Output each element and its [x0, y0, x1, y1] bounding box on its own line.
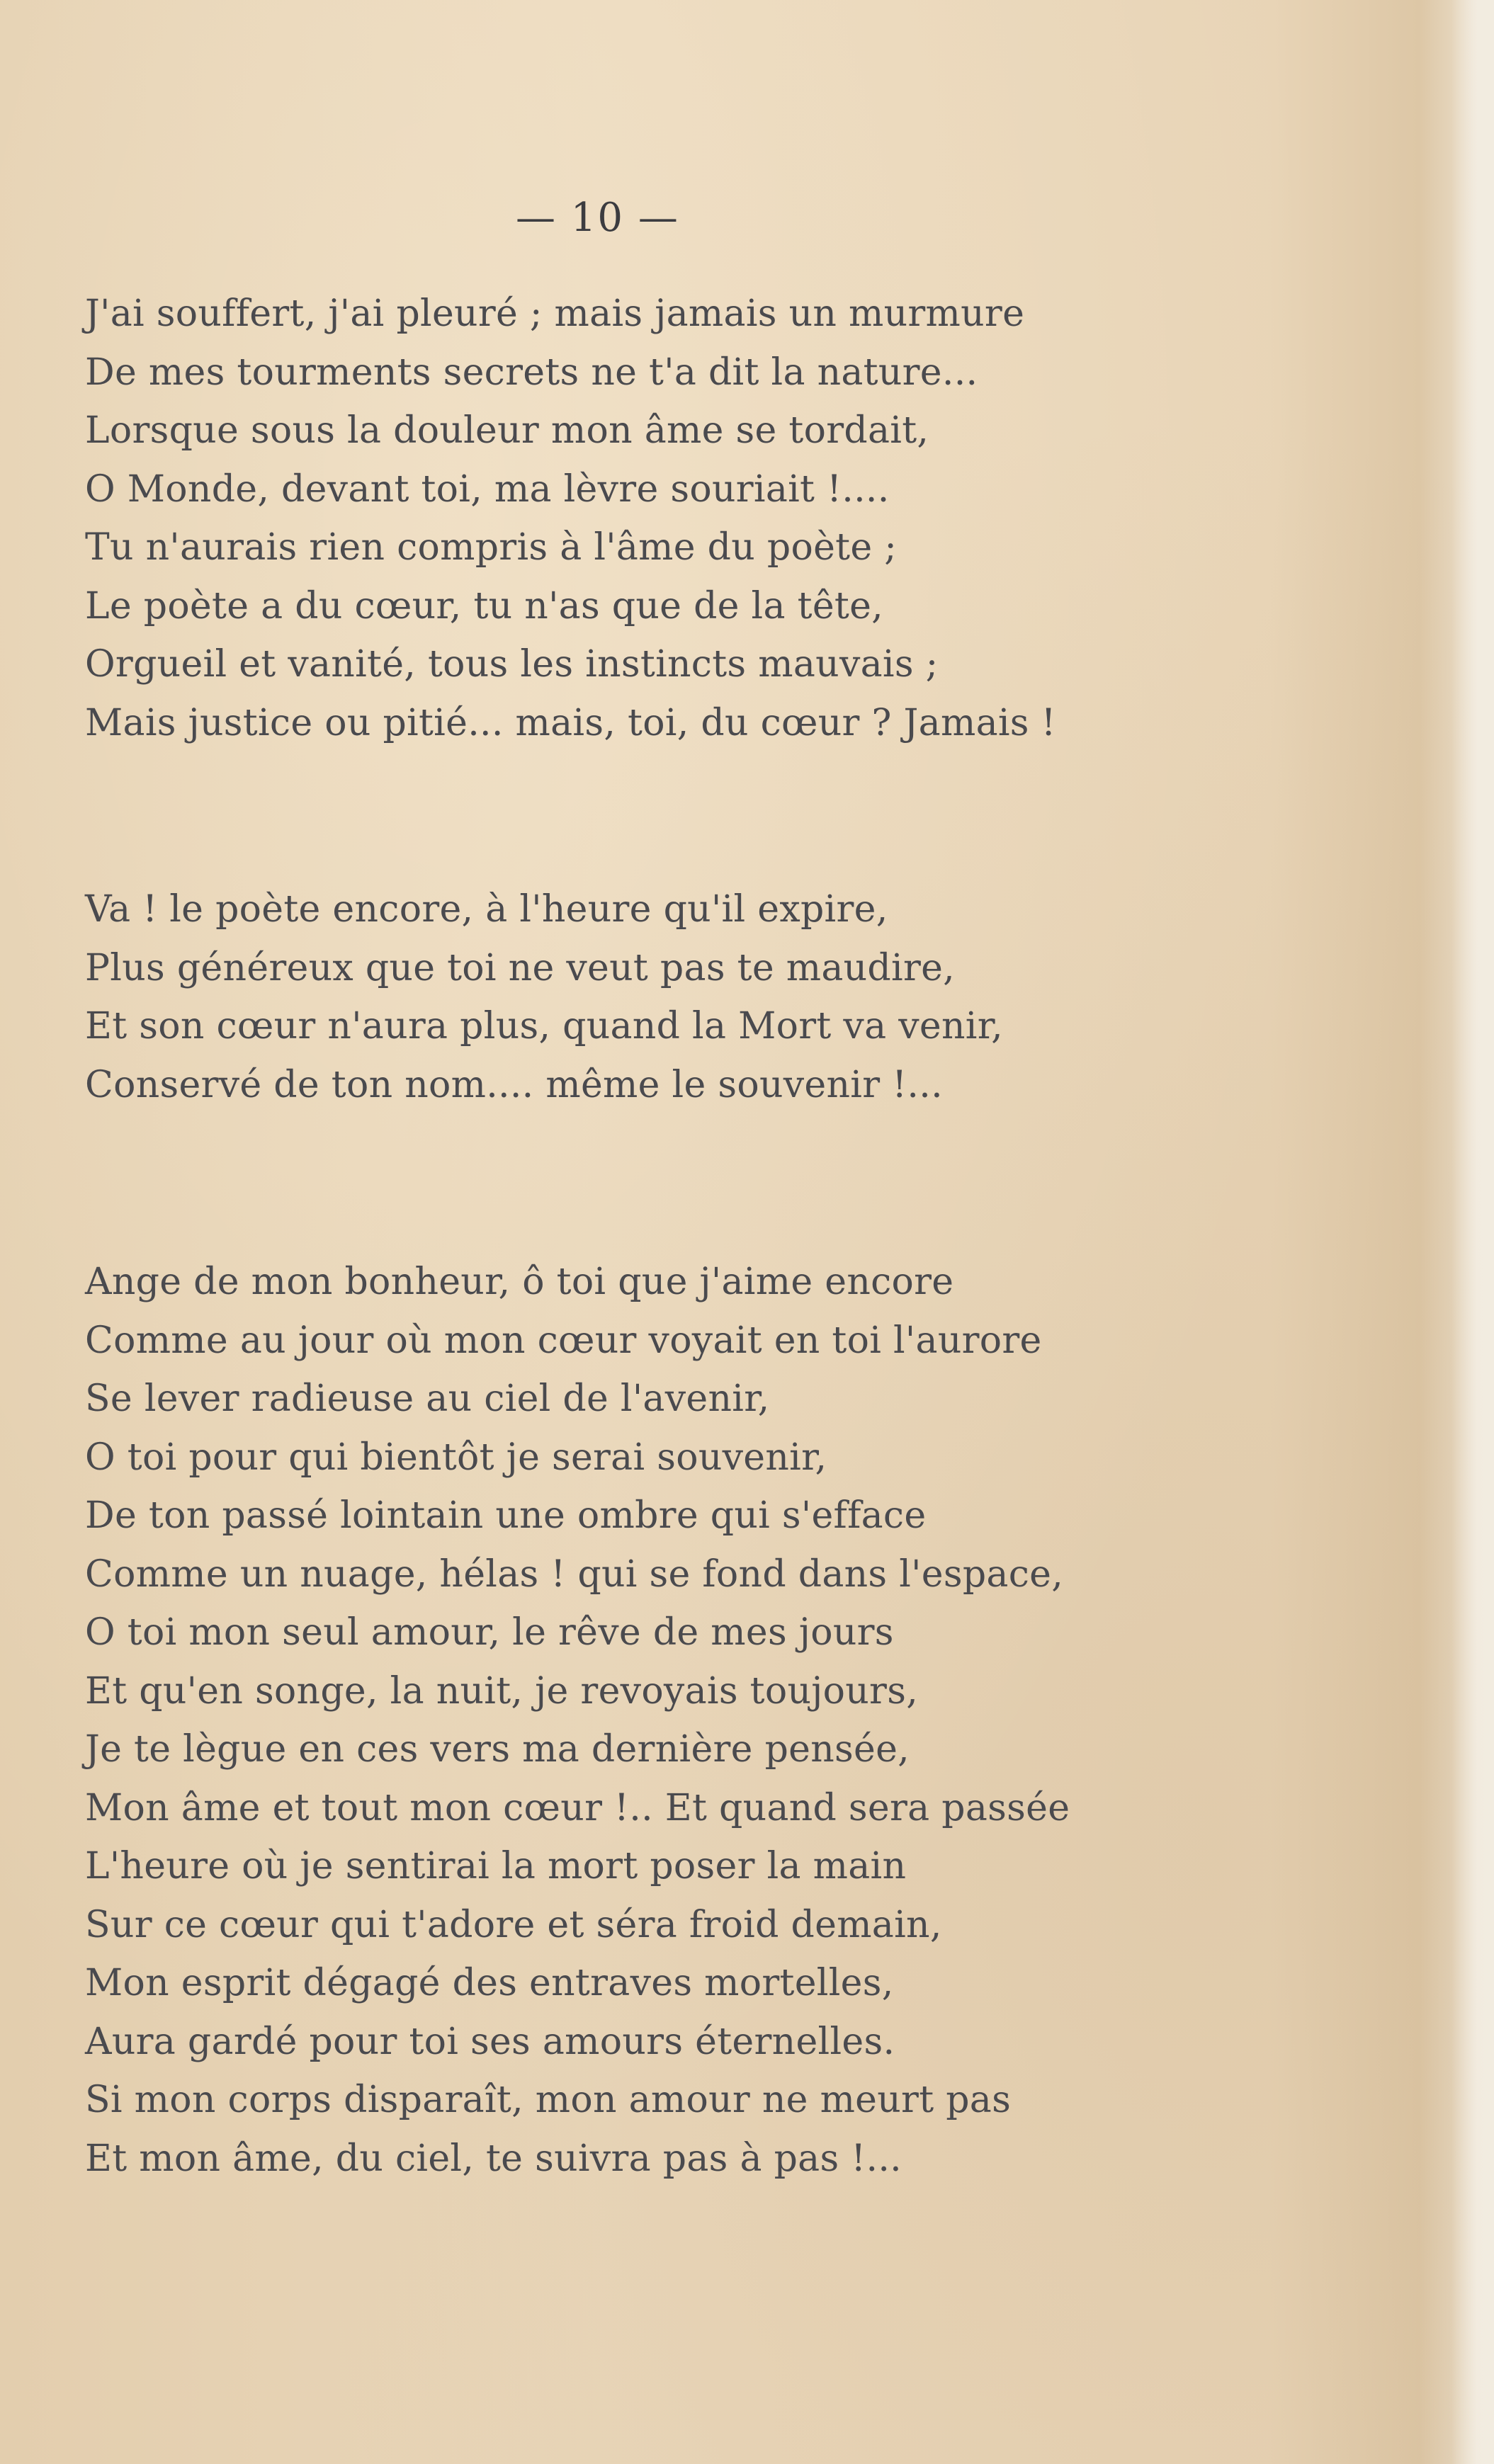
- verse-line: Comme un nuage, hélas ! qui se fond dans l'espace,: [85, 1552, 1064, 1596]
- verse-line: Si mon corps disparaît, mon amour ne meurt pas: [85, 2079, 1012, 2121]
- verse-line: Mon esprit dégagé des entraves mortelles,: [85, 1962, 894, 2004]
- verse-line: Aura gardé pour toi ses amours éternelles.: [85, 2020, 895, 2063]
- verse-line: Et son cœur n'aura plus, quand la Mort va venir,: [85, 1005, 1003, 1048]
- verse-line: L'heure où je sentirai la mort poser la main: [85, 1845, 907, 1887]
- verse-line: Comme au jour où mon cœur voyait en toi l'aurore: [85, 1319, 1042, 1362]
- verse-line: Tu n'aurais rien compris à l'âme du poète ;: [85, 526, 898, 569]
- verse-line: O toi pour qui bientôt je serai souvenir,: [85, 1436, 827, 1479]
- verse-line: Mon âme et tout mon cœur !.. Et quand sera passée: [85, 1786, 1070, 1829]
- page-number: — 10 —: [516, 195, 679, 241]
- verse-line: Mais justice ou pitié... mais, toi, du cœur ? Jamais !: [85, 701, 1056, 744]
- verse-line: Et qu'en songe, la nuit, je revoyais toujours,: [85, 1669, 919, 1713]
- verse-line: Le poète a du cœur, tu n'as que de la tête,: [85, 584, 883, 628]
- verse-line: O Monde, devant toi, ma lèvre souriait !....: [85, 467, 890, 511]
- verse-line: Se lever radieuse au ciel de l'avenir,: [85, 1378, 770, 1420]
- verse-line: O toi mon seul amour, le rêve de mes jours: [85, 1611, 894, 1654]
- stanza-2: [85, 880, 1003, 1114]
- verse-line: De mes tourments secrets ne t'a dit la nature...: [85, 351, 978, 394]
- verse-line: De ton passé lointain une ombre qui s'efface: [85, 1494, 927, 1537]
- verse-line: Et mon âme, du ciel, te suivra pas à pas !...: [85, 2137, 902, 2180]
- stanza-3: [85, 1253, 1070, 2188]
- stanza-1: [85, 285, 1056, 752]
- verse-line: Orgueil et vanité, tous les instincts mauvais ;: [85, 643, 939, 686]
- verse-line: Sur ce cœur qui t'adore et séra froid demain,: [85, 1903, 942, 1946]
- verse-line: J'ai souffert, j'ai pleuré ; mais jamais un murmure: [85, 293, 1025, 335]
- verse-line: Va ! le poète encore, à l'heure qu'il expire,: [85, 888, 888, 931]
- verse-line: Plus généreux que toi ne veut pas te maudire,: [85, 946, 956, 989]
- verse-line: Conservé de ton nom.... même le souvenir !...: [85, 1063, 943, 1106]
- verse-line: Lorsque sous la douleur mon âme se tordait,: [85, 409, 929, 452]
- verse-line: Je te lègue en ces vers ma dernière pensée,: [85, 1728, 910, 1771]
- verse-line: Ange de mon bonheur, ô toi que j'aime encore: [85, 1261, 954, 1303]
- page-edge: [1451, 0, 1494, 2464]
